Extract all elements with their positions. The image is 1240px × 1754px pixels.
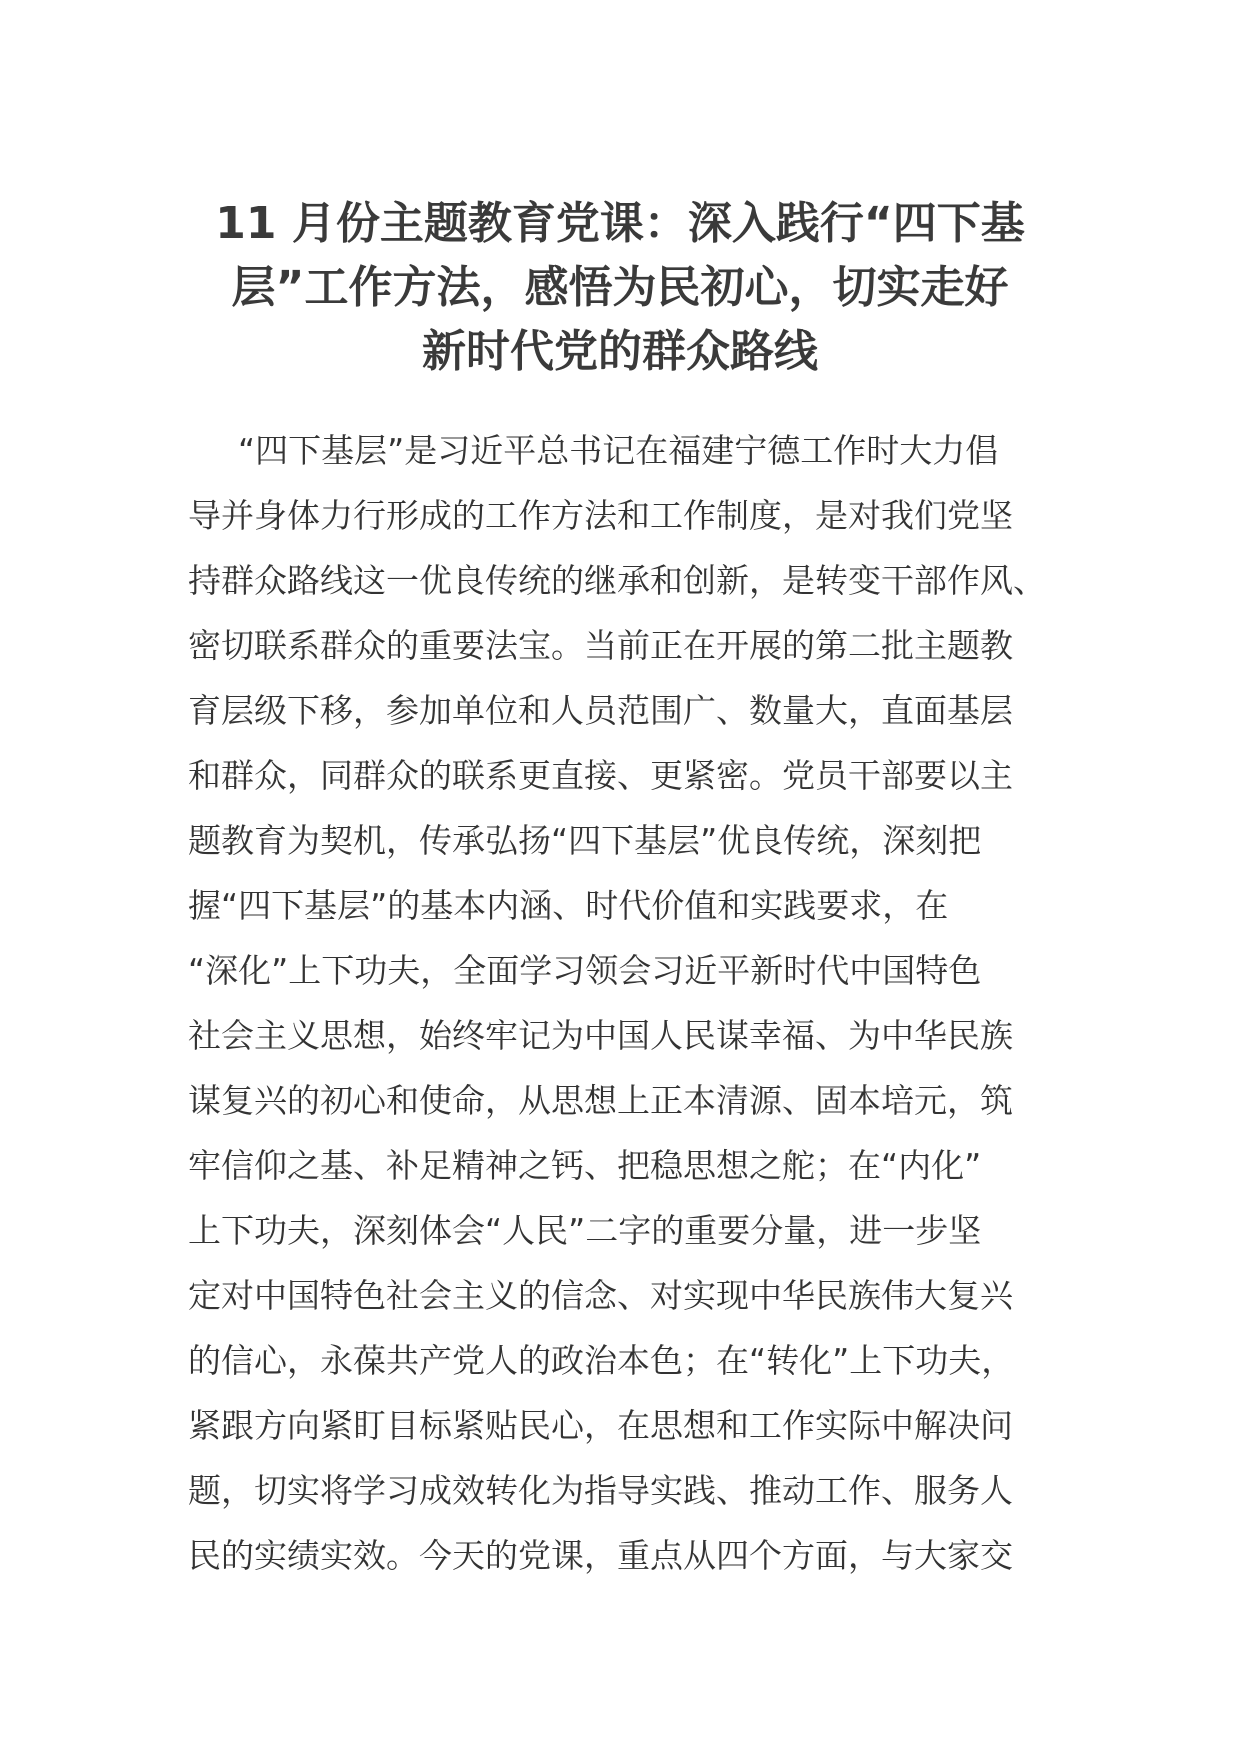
body-line: 题教育为契机，传承弘扬“四下基层”优良传统，深刻把 (188, 821, 982, 860)
body-line: 定对中国特色社会主义的信念、对实现中华民族伟大复兴 (188, 1276, 1013, 1315)
body-line: 紧跟方向紧盯目标紧贴民心，在思想和工作实际中解决问 (188, 1406, 1013, 1445)
body-line: 谋复兴的初心和使命，从思想上正本清源、固本培元，筑 (188, 1081, 1013, 1120)
body-line: 密切联系群众的重要法宝。当前正在开展的第二批主题教 (188, 626, 1013, 665)
body-line: 握“四下基层”的基本内涵、时代价值和实践要求，在 (188, 886, 949, 925)
body-line: “深化”上下功夫，全面学习领会习近平新时代中国特色 (188, 951, 982, 990)
body-line: 和群众，同群众的联系更直接、更紧密。党员干部要以主 (188, 756, 1013, 795)
body-line: 上下功夫，深刻体会“人民”二字的重要分量，进一步坚 (188, 1211, 982, 1250)
body-line: 育层级下移，参加单位和人员范围广、数量大，直面基层 (188, 691, 1013, 730)
title-line: 11 月份主题教育党课：深入践行“四下基 (215, 198, 1025, 249)
document-body (188, 418, 1068, 1588)
body-line: 民的实绩实效。今天的党课，重点从四个方面，与大家交 (188, 1536, 1013, 1575)
document-title (190, 192, 1050, 384)
title-line: 新时代党的群众路线 (422, 326, 818, 377)
body-line: “四下基层”是习近平总书记在福建宁德工作时大力倡 (238, 431, 999, 470)
body-line: 社会主义思想，始终牢记为中国人民谋幸福、为中华民族 (188, 1016, 1013, 1055)
body-line: 的信心，永葆共产党人的政治本色；在“转化”上下功夫， (188, 1341, 1015, 1380)
body-line: 题，切实将学习成效转化为指导实践、推动工作、服务人 (188, 1471, 1013, 1510)
body-line: 导并身体力行形成的工作方法和工作制度，是对我们党坚 (188, 496, 1013, 535)
title-line: 层”工作方法，感悟为民初心，切实走好 (231, 262, 1009, 313)
body-line: 持群众路线这一优良传统的继承和创新，是转变干部作风、 (188, 561, 1046, 600)
body-line: 牢信仰之基、补足精神之钙、把稳思想之舵；在“内化” (188, 1146, 982, 1185)
